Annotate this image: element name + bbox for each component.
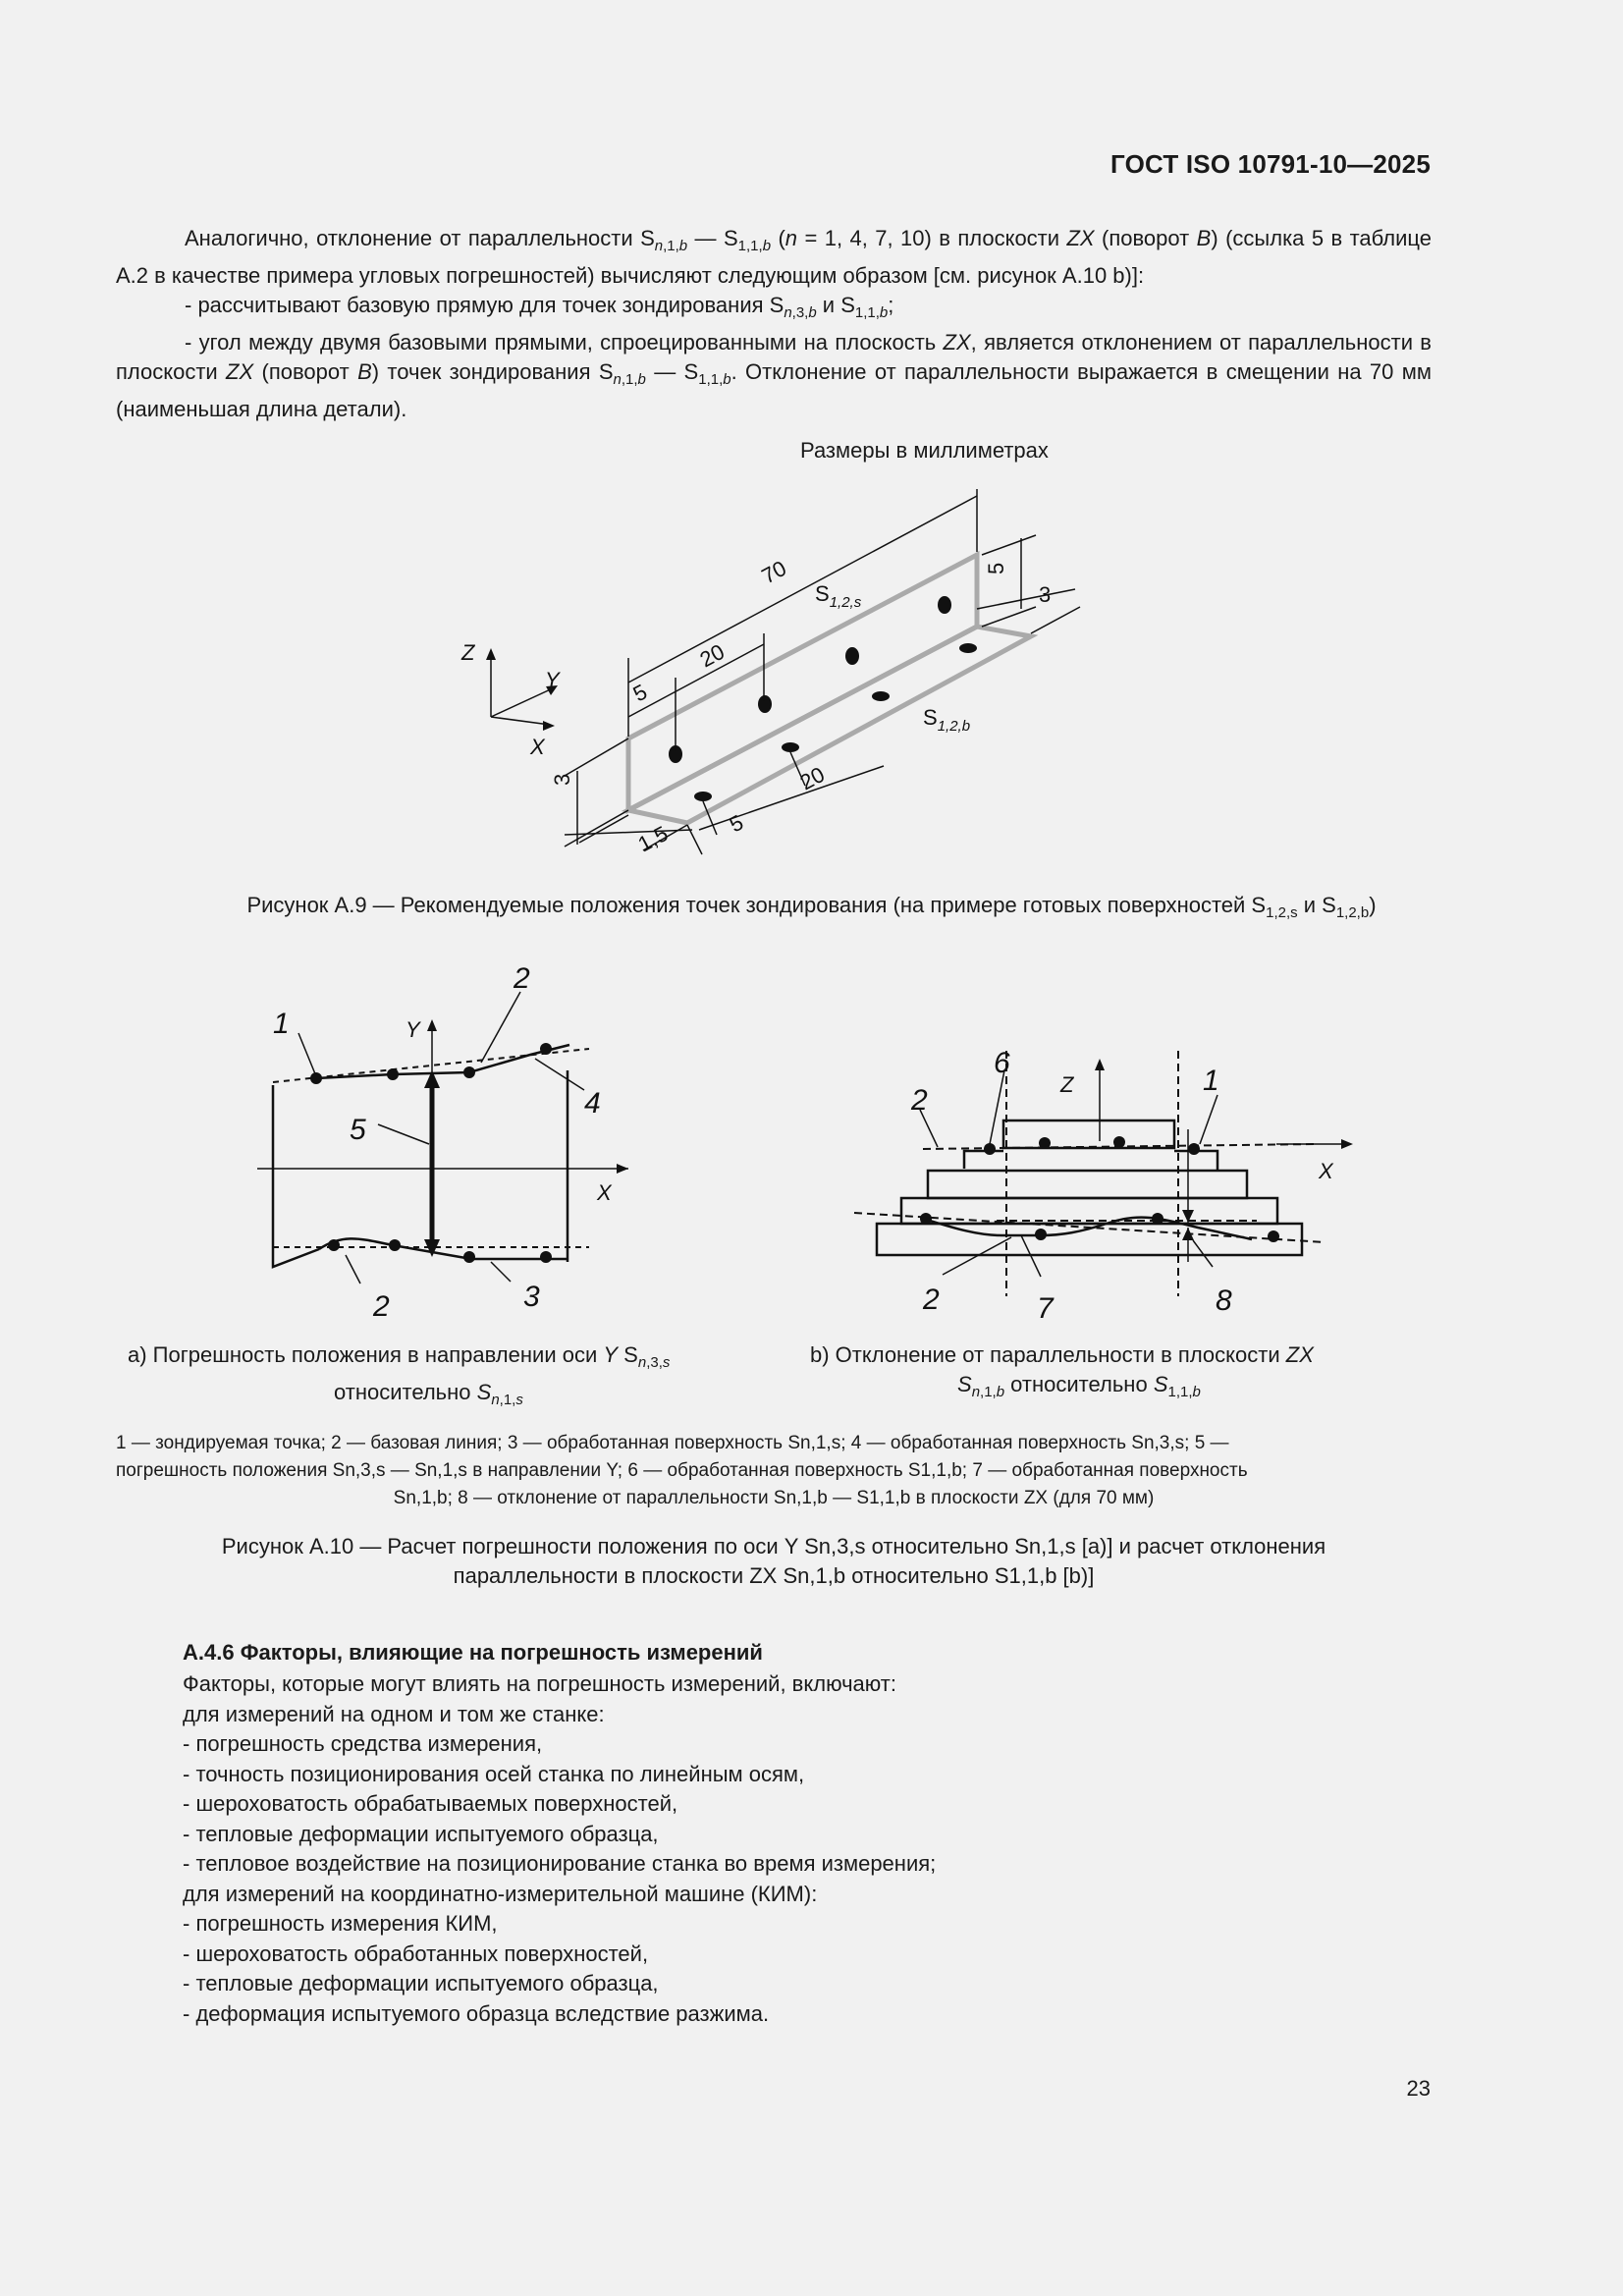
horizontal-face <box>628 627 1031 823</box>
legend-line-3: Sn,1,b; 8 — отклонение от параллельности Sn,1,b — S1,1,b в плоскости ZX (для 70 мм) <box>393 1488 1155 1508</box>
legend-line-1: 1 — зондируемая точка; 2 — базовая линия; 3 — обработанная поверхность Sn,1,s; 4 — обработанная поверхность Sn,3,s; 5 — <box>116 1433 1229 1453</box>
list-item: для измерений на координатно-измерительной машине (КИМ): <box>183 1881 818 1906</box>
page-number: 23 <box>1406 2076 1431 2101</box>
dim-20-bottom-label: 20 <box>795 761 829 795</box>
callout-8: 8 <box>1216 1285 1232 1317</box>
intro-text <box>116 224 1432 424</box>
axis-x-label: X <box>1319 1159 1333 1183</box>
axis-x-label: X <box>597 1180 612 1205</box>
section-list <box>183 1669 1361 2029</box>
section-title: А.4.6 Факторы, влияющие на погрешность измерений <box>183 1640 763 1665</box>
figure-a9-caption: Рисунок А.9 — Рекомендуемые положения точек зондирования (на примере готовых поверхностей $S_{1,2,s}$ и $S_{1,2,b}$) <box>246 893 1377 921</box>
callout-2-top: 2 <box>514 962 530 995</box>
dim-70-label: 70 <box>757 555 790 589</box>
callout-5: 5 <box>350 1114 366 1146</box>
axis-z-label: Z <box>1060 1072 1074 1097</box>
list-item: - тепловые деформации испытуемого образца, <box>183 1821 659 1846</box>
callout-6: 6 <box>994 1047 1010 1079</box>
dim-5-right-label: 5 <box>984 562 1008 574</box>
intro-bullet-2: - угол между двумя базовыми прямыми, спроецированными на плоскость ZX, является отклонением от параллельности в плоскости ZX (поворот B) точек зондирования $S_{n,1,b}$ — $S_{1,1,b}$. Отклонение от параллельности выражается в смещении на 70 мм (наименьшая длина детали). <box>116 330 1432 421</box>
intro-paragraph: Аналогично, отклонение от параллельности $S_{n,1,b}$ — $S_{1,1,b}$ (n = 1, 4, 7, 10) в плоскости ZX (поворот B) (ссылка 5 в таблице А.2 в качестве примера угловых погрешностей) вычисляют следующим образом [см. рисунок А.10 b)]: <box>116 226 1432 288</box>
caption-line-2: параллельности в плоскости ZX Sn,1,b относительно S1,1,b [b)] <box>453 1563 1095 1588</box>
dim-15-label: 1,5 <box>633 820 673 857</box>
callout-2-top: 2 <box>911 1084 928 1117</box>
callout-2-bottom: 2 <box>373 1290 390 1323</box>
list-item: - тепловое воздействие на позиционирование станка во время измерения; <box>183 1851 937 1876</box>
callout-4: 4 <box>584 1087 601 1120</box>
list-item: - шероховатость обработанных поверхностей, <box>183 1941 649 1966</box>
callout-1: 1 <box>273 1008 290 1040</box>
callout-1: 1 <box>1203 1065 1219 1097</box>
legend-line-2: погрешность положения Sn,3,s — Sn,1,s в направлении Y; 6 — обработанная поверхность S1,1,b; 7 — обработанная поверхность <box>116 1460 1248 1481</box>
dim-5-top-label: 5 <box>628 679 652 707</box>
callout-2-bottom: 2 <box>923 1284 940 1316</box>
list-item: - погрешность измерения КИМ, <box>183 1911 498 1936</box>
subcaption-a: a) Погрешность положения в направлении оси Y $S_{n,3,s}$ относительно $S_{n,1,s}$ <box>128 1342 671 1408</box>
label-s12s: $S_{1,2,s}$ <box>815 581 862 611</box>
dim-3-right-label: 3 <box>1039 582 1052 607</box>
dim-20-top-label: 20 <box>695 638 729 673</box>
axis-z-label: Z <box>461 640 475 665</box>
figure-a10b-drawing <box>844 1031 1355 1326</box>
subcaption-b: b) Отклонение от параллельности в плоскости ZX $S_{n,1,b}$ относительно $S_{1,1,b}$ <box>810 1342 1314 1400</box>
list-item: - шероховатость обрабатываемых поверхностей, <box>183 1791 678 1816</box>
list-item: Факторы, которые могут влиять на погрешность измерений, включают: <box>183 1671 896 1696</box>
label-s12b: $S_{1,2,b}$ <box>923 705 971 735</box>
units-note: Размеры в миллиметрах <box>800 438 1049 463</box>
list-item: - деформация испытуемого образца вследствие разжима. <box>183 2000 770 2026</box>
dim-5-bottom-label: 5 <box>725 809 748 838</box>
intro-bullet-1: - рассчитывают базовую прямую для точек зондирования $S_{n,3,b}$ и $S_{1,1,b}$; <box>185 293 894 321</box>
axis-x-label: X <box>530 735 545 759</box>
list-item: для измерений на одном и том же станке: <box>183 1701 605 1726</box>
figure-a10a-drawing <box>236 953 648 1326</box>
callout-3: 3 <box>523 1281 540 1313</box>
dim-3-left-label: 3 <box>550 773 574 786</box>
caption-line-1: Рисунок А.10 — Расчет погрешности положения по оси Y Sn,3,s относительно Sn,1,s [a)] и расчет отклонения <box>221 1534 1326 1558</box>
document-header: ГОСТ ISO 10791-10—2025 <box>1110 149 1431 179</box>
list-item: - погрешность средства измерения, <box>183 1731 543 1756</box>
figure-a9-drawing <box>452 481 1100 874</box>
figure-a10-legend <box>116 1430 1432 1512</box>
axis-y-label: Y <box>406 1017 420 1042</box>
callout-7: 7 <box>1037 1292 1054 1325</box>
list-item: - точность позиционирования осей станка по линейным осям, <box>183 1761 805 1786</box>
axis-y-label: Y <box>545 668 560 692</box>
figure-a10-caption <box>116 1532 1432 1591</box>
list-item: - тепловые деформации испытуемого образца, <box>183 1971 659 1995</box>
